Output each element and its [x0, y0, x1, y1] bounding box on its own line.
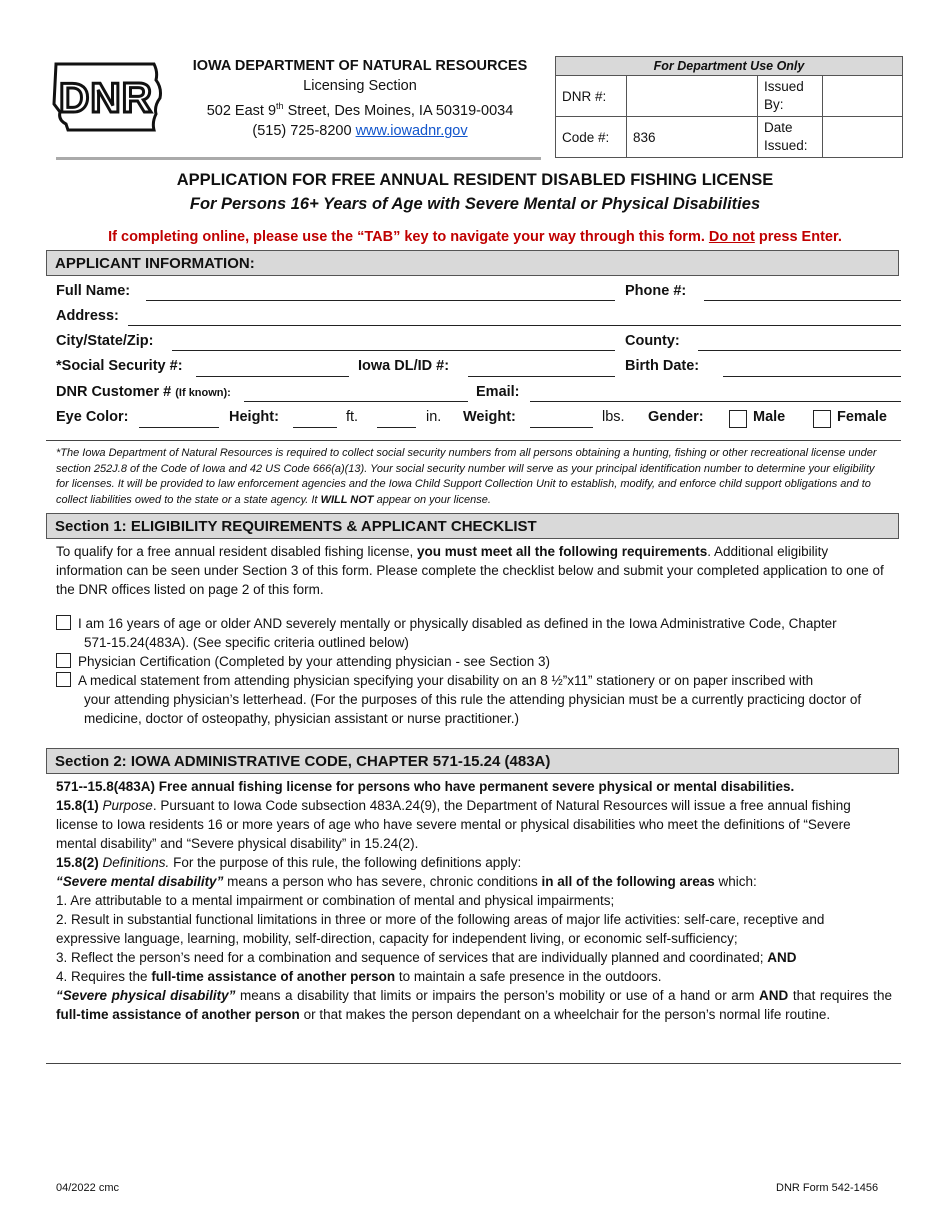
weight-label: Weight: — [463, 409, 516, 425]
section1-heading: Section 1: ELIGIBILITY REQUIREMENTS & APPLICANT CHECKLIST — [46, 513, 899, 539]
email-input[interactable] — [530, 401, 901, 402]
org-section: Licensing Section — [303, 78, 417, 94]
female-label: Female — [837, 409, 887, 425]
applicant-divider — [46, 440, 901, 441]
applicant-info-heading: APPLICANT INFORMATION: — [46, 250, 899, 276]
code-field[interactable]: 836 — [627, 117, 758, 158]
ssn-legal-notice: *The Iowa Department of Natural Resources is required to collect social security numbers from all persons obtaining a hunting, fishing or other recreational license under section 252J.8 of the Code of Iowa and 42 US Code 666(a)(13). Your social security number will serve as your principal identification number to determine your eligibility for licenses. It will be provided to law enforcement agencies and the Iowa Child Support Collection Unit to establish, modify, and enforce child support obligations and to collect liabilities owed to the state or a state agency. It WILL NOT appear on your license. — [56, 447, 877, 506]
severe-physical-definition: “Severe physical disability” means a disability that limits or impairs the person’s mobility or use of a hand or arm AND that requires the full-time assistance of another person or that makes the person dependant on a wheelchair for the person’s normal life routine. — [56, 988, 893, 1022]
phone-label: Phone #: — [625, 283, 687, 299]
dnr-number-label: DNR #: — [556, 76, 627, 117]
ssn-label: *Social Security #: — [56, 358, 183, 374]
ssn-input[interactable] — [196, 376, 349, 377]
form-title: APPLICATION FOR FREE ANNUAL RESIDENT DISABLED FISHING LICENSE — [176, 171, 774, 189]
female-checkbox[interactable] — [813, 410, 831, 428]
section2-heading: Section 2: IOWA ADMINISTRATIVE CODE, CHAPTER 571-15.24 (483A) — [46, 748, 899, 774]
org-address: 502 East 9th Street, Des Moines, IA 50319-0034 — [206, 101, 514, 119]
purpose-paragraph: 15.8(1) Purpose. Pursuant to Iowa Code subsection 483A.24(9), the Department of Natural Resources will issue a free annual fishing license to Iowa residents 16 or more years of age who have severe mental or physical disabilities who meet the definitions of “Severe mental disability” and “Severe physical disability” in 15.24(2). — [56, 798, 851, 851]
height-feet-input[interactable] — [293, 427, 337, 428]
pounds-unit: lbs. — [602, 409, 625, 425]
issued-by-label: Issued By: — [758, 76, 823, 117]
form-subtitle: For Persons 16+ Years of Age with Severe Mental or Physical Disabilities — [189, 195, 761, 213]
city-state-zip-input[interactable] — [172, 350, 615, 351]
email-label: Email: — [476, 384, 520, 400]
criteria-item-2: 2. Result in substantial functional limitations in three or more of the following areas of major life activities: self-care, receptive and expressive language, learning, mobility, self-direction, capacity for independent living, or economic self-sufficiency; — [56, 912, 825, 946]
male-label: Male — [753, 409, 786, 425]
dnr-logo — [50, 58, 168, 134]
eye-color-label: Eye Color: — [56, 409, 129, 425]
org-contact: (515) 725-8200 www.iowadnr.gov — [252, 122, 468, 139]
iowa-state-outline-icon — [50, 58, 168, 134]
dnr-customer-label: DNR Customer # (If known): — [56, 384, 231, 400]
checklist-item-physician-cert: Physician Certification (Completed by your attending physician - see Section 3) — [56, 652, 892, 671]
weight-input[interactable] — [530, 427, 593, 428]
criteria-item-4: 4. Requires the full-time assistance of another person to maintain a safe presence in the outdoors. — [56, 969, 662, 984]
date-issued-field[interactable] — [823, 117, 903, 158]
iowa-dl-input[interactable] — [468, 376, 615, 377]
code-label: Code #: — [556, 117, 627, 158]
criteria-item-1: 1. Are attributable to a mental impairment or combination of mental and physical impairments; — [56, 893, 615, 908]
section2-bottom-divider — [46, 1063, 901, 1064]
age-disability-checkbox[interactable] — [56, 615, 71, 630]
footer-revision: 04/2022 cmc — [56, 1182, 119, 1194]
city-state-zip-label: City/State/Zip: — [56, 333, 154, 349]
checklist-item-medical-statement: A medical statement from attending physician specifying your disability on an 8 ½”x11” stationery or on paper inscribed with your attending physician’s letterhead. (For the purposes of this rule the attending physician must be a currently practicing doctor of medicine, doctor of osteopathy, physician assistant or nurse practitioner.) — [56, 671, 892, 728]
dept-box-title: For Department Use Only — [556, 57, 903, 76]
male-checkbox[interactable] — [729, 410, 747, 428]
feet-unit: ft. — [346, 409, 359, 425]
medical-statement-checkbox[interactable] — [56, 672, 71, 687]
eye-color-input[interactable] — [139, 427, 219, 428]
dnr-customer-input[interactable] — [244, 401, 468, 402]
header-divider — [56, 157, 541, 160]
department-use-box — [555, 56, 903, 158]
online-notice: If completing online, please use the “TAB” key to navigate your way through this form. Do not press Enter. — [108, 229, 842, 245]
iowa-dl-label: Iowa DL/ID #: — [358, 358, 450, 374]
rule-title: 571--15.8(483A) Free annual fishing license for persons who have permanent severe physical or mental disabilities. — [56, 779, 795, 794]
inches-unit: in. — [426, 409, 442, 425]
birth-date-input[interactable] — [723, 376, 901, 377]
section1-intro: To qualify for a free annual resident disabled fishing license, you must meet all the following requirements. Additional eligibility information can be seen under Section 3 of this form. Please complete the checklist below and submit your completed application to one of the DNR offices listed on page 2 of this form. — [56, 544, 884, 597]
physician-cert-checkbox[interactable] — [56, 653, 71, 668]
county-label: County: — [625, 333, 680, 349]
height-inches-input[interactable] — [377, 427, 416, 428]
org-block — [180, 56, 540, 141]
checklist-item-age-disability: I am 16 years of age or older AND severely mentally or physically disabled as defined in the Iowa Administrative Code, Chapter 571-15.24(483A). (See specific criteria outlined below) — [56, 614, 892, 652]
issued-by-field[interactable] — [823, 76, 903, 117]
section2-body — [56, 777, 892, 1024]
height-label: Height: — [229, 409, 279, 425]
criteria-item-3: 3. Reflect the person’s need for a combination and sequence of services that are individually planned and coordinated; AND — [56, 950, 797, 965]
footer-form-number: DNR Form 542-1456 — [776, 1182, 879, 1194]
date-issued-label: Date Issued: — [758, 117, 823, 158]
severe-mental-definition: “Severe mental disability” means a person who has severe, chronic conditions in all of the following areas which: — [56, 874, 757, 889]
svg-text:DNR: DNR — [59, 74, 153, 121]
county-input[interactable] — [698, 350, 901, 351]
full-name-input[interactable] — [146, 300, 615, 301]
phone-input[interactable] — [704, 300, 901, 301]
org-name: IOWA DEPARTMENT OF NATURAL RESOURCES — [192, 58, 528, 74]
birth-date-label: Birth Date: — [625, 358, 700, 374]
full-name-label: Full Name: — [56, 283, 131, 299]
address-label: Address: — [56, 308, 119, 324]
dnr-number-field[interactable] — [627, 76, 758, 117]
address-input[interactable] — [128, 325, 901, 326]
definitions-paragraph: 15.8(2) Definitions. For the purpose of this rule, the following definitions apply: — [56, 855, 522, 870]
website-link[interactable]: www.iowadnr.gov — [355, 122, 468, 139]
gender-label: Gender: — [648, 409, 704, 425]
